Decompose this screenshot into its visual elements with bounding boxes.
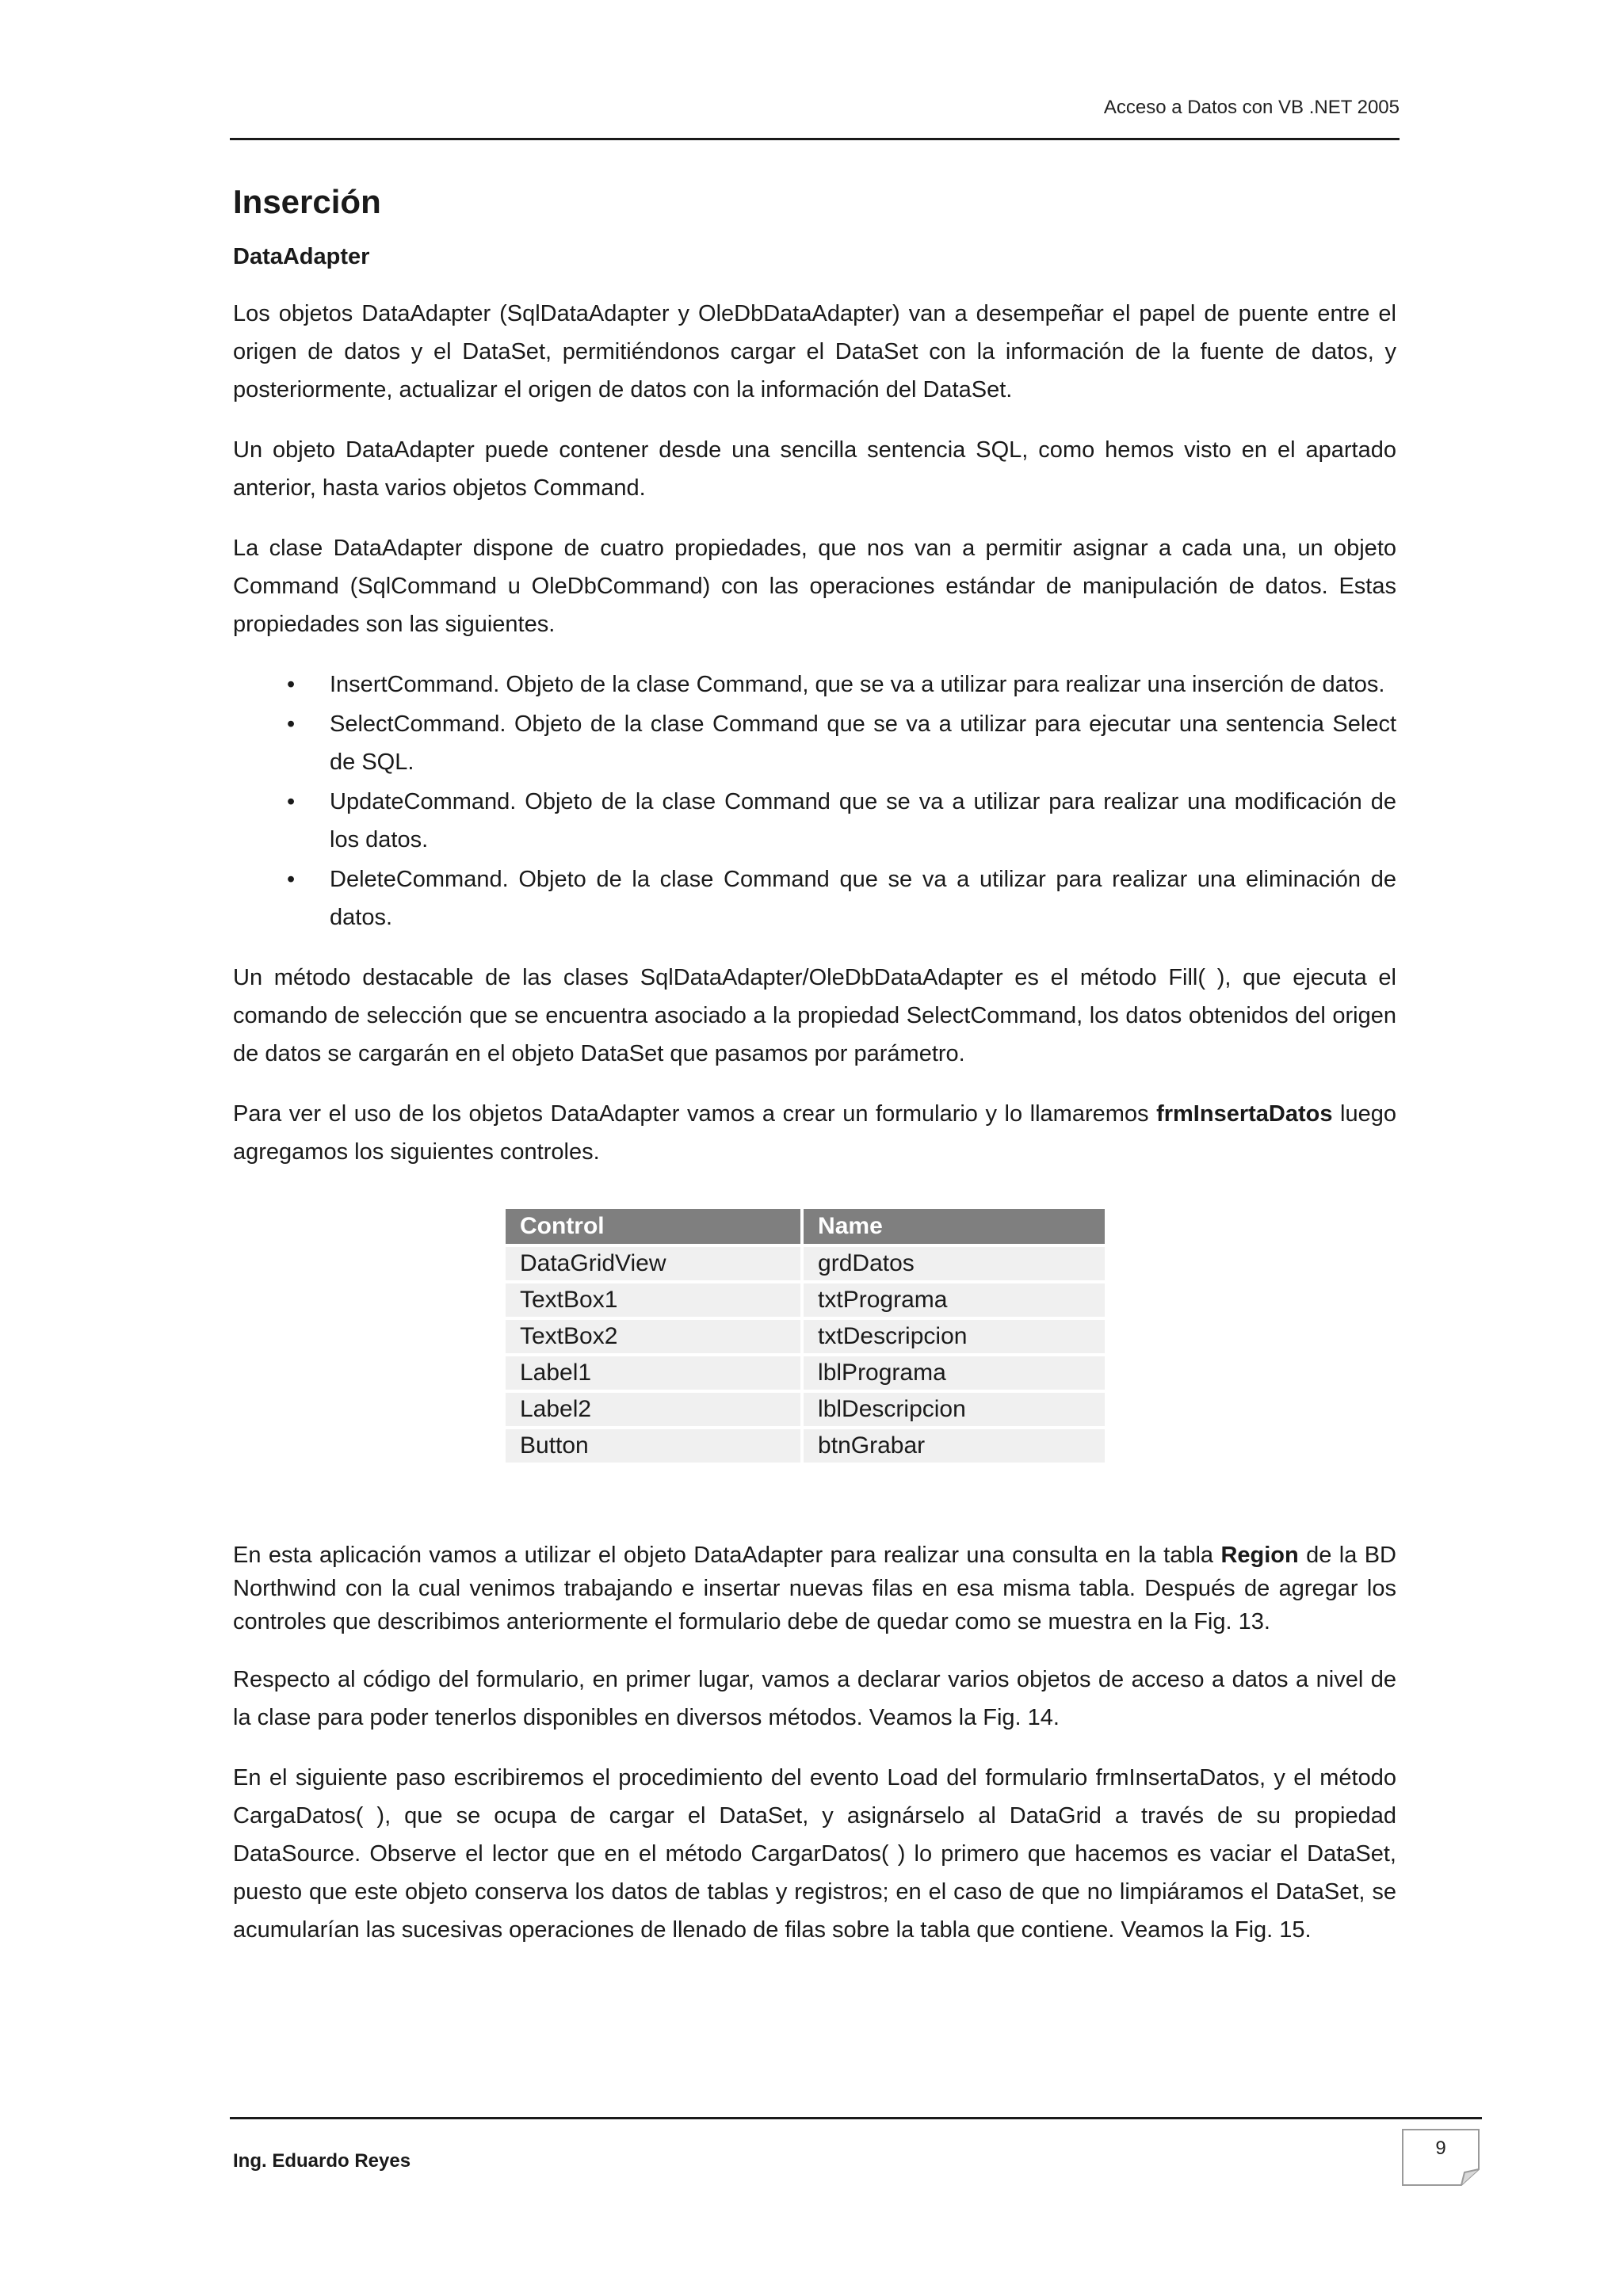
table-cell: TextBox1 <box>506 1282 802 1318</box>
table-row <box>506 1428 1106 1463</box>
list-item <box>287 783 1396 859</box>
paragraph-6-text: En esta aplicación vamos a utilizar el objeto DataAdapter para realizar una consulta en la tabla <box>233 1543 1221 1569</box>
table-cell: txtDescripcion <box>802 1318 1106 1355</box>
list-item <box>287 860 1396 936</box>
paragraph-4: Un método destacable de las clases SqlDataAdapter/OleDbDataAdapter es el método Fill( ), que ejecuta el comando de selección que se encuentra asociado a la propiedad SelectCommand, los datos obtenidos del origen de datos se cargarán en el objeto DataSet que pasamos por parámetro. <box>233 965 1396 1067</box>
table-cell: txtPrograma <box>802 1282 1106 1318</box>
table-cell: lblDescripcion <box>802 1391 1106 1428</box>
table-row <box>506 1391 1106 1428</box>
list-item-text: InsertCommand. Objeto de la clase Command, que se va a utilizar para realizar una inserción de datos. <box>330 672 1385 698</box>
paragraph-1: Los objetos DataAdapter (SqlDataAdapter y OleDbDataAdapter) van a desempeñar el papel de puente entre el origen de datos y el DataSet, permitiéndonos cargar el DataSet con la información de la fuente de datos, y posteriormente, actualizar el origen de datos con la información del DataSet. <box>233 301 1396 403</box>
table-header-row <box>506 1209 1106 1245</box>
paragraph-6 <box>233 1539 1396 1638</box>
footer-rule <box>230 2117 1482 2119</box>
header-rule <box>230 138 1400 140</box>
page-number-box <box>1401 2128 1480 2187</box>
table-cell: Label1 <box>506 1355 802 1391</box>
list-item <box>287 705 1396 781</box>
table-row <box>506 1355 1106 1391</box>
footer-author: Ing. Eduardo Reyes <box>233 2150 411 2172</box>
running-header: Acceso a Datos con VB .NET 2005 <box>1103 97 1400 118</box>
list-item-text: DeleteCommand. Objeto de la clase Command que se va a utilizar para realizar una eliminación de datos. <box>330 867 1396 931</box>
table-cell: btnGrabar <box>802 1428 1106 1463</box>
section-title: Inserción <box>233 183 381 220</box>
bullet-icon: • <box>287 867 296 893</box>
paragraph-5-text: Para ver el uso de los objetos DataAdapter vamos a crear un formulario y lo llamaremos <box>233 1101 1157 1127</box>
paragraph-8: En el siguiente paso escribiremos el procedimiento del evento Load del formulario frmInsertaDatos, y el método CargaDatos( ), que se ocupa de cargar el DataSet, y asignárselo al DataGrid a través de su propiedad DataSource. Observe el lector que en el método CargarDatos( ) lo primero que hacemos es vaciar el DataSet, puesto que este objeto conserva los datos de tablas y registros; en el caso de que no limpiáramos el DataSet, se acumularían las sucesivas operaciones de llenado de filas sobre la tabla que contiene. Veamos la Fig. 15. <box>233 1765 1396 1943</box>
spacer <box>233 1463 1396 1516</box>
table-row <box>506 1282 1106 1318</box>
table-cell: Label2 <box>506 1391 802 1428</box>
table-cell: TextBox2 <box>506 1318 802 1355</box>
table-cell: Button <box>506 1428 802 1463</box>
column-header-name: Name <box>802 1209 1106 1245</box>
paragraph-5 <box>233 1095 1396 1171</box>
paragraph-2: Un objeto DataAdapter puede contener desde una sencilla sentencia SQL, como hemos visto en el apartado anterior, hasta varios objetos Command. <box>233 437 1396 502</box>
bullet-icon: • <box>287 672 296 698</box>
form-name: frmInsertaDatos <box>1156 1101 1333 1127</box>
list-item <box>287 666 1396 704</box>
table-cell: lblPrograma <box>802 1355 1106 1391</box>
paragraph-7: Respecto al código del formulario, en primer lugar, vamos a declarar varios objetos de acceso a datos a nivel de la clase para poder tenerlos disponibles en diversos métodos. Veamos la Fig. 14. <box>233 1667 1396 1731</box>
subsection-title: DataAdapter <box>233 244 370 270</box>
list-item-text: UpdateCommand. Objeto de la clase Command que se va a utilizar para realizar una modificación de los datos. <box>330 789 1396 853</box>
table-cell: grdDatos <box>802 1245 1106 1282</box>
list-item-text: SelectCommand. Objeto de la clase Command que se va a utilizar para ejecutar una sentencia Select de SQL. <box>330 711 1396 776</box>
controls-table <box>506 1209 1108 1463</box>
paragraph-6-text-end: de la BD Northwind con la cual venimos trabajando e insertar nuevas filas en esa misma tabla. Después de agregar los controles que describimos anteriormente el formulario debe de quedar como se muestra en la Fig. 13. <box>233 1543 1396 1635</box>
table-row <box>506 1245 1106 1282</box>
paragraph-5-text-end: luego agregamos los siguientes controles. <box>233 1101 1396 1165</box>
paragraph-3: La clase DataAdapter dispone de cuatro propiedades, que nos van a permitir asignar a cada una, un objeto Command (SqlCommand u OleDbCommand) con las operaciones estándar de manipulación de datos. Estas propiedades son las siguientes. <box>233 536 1396 638</box>
page-content <box>233 182 1396 1949</box>
table-name: Region <box>1220 1543 1299 1569</box>
column-header-control: Control <box>506 1209 802 1245</box>
bullet-icon: • <box>287 711 296 738</box>
page-number: 9 <box>1435 2138 1446 2159</box>
table-row <box>506 1318 1106 1355</box>
properties-list <box>233 666 1396 936</box>
bullet-icon: • <box>287 789 296 815</box>
table-cell: DataGridView <box>506 1245 802 1282</box>
